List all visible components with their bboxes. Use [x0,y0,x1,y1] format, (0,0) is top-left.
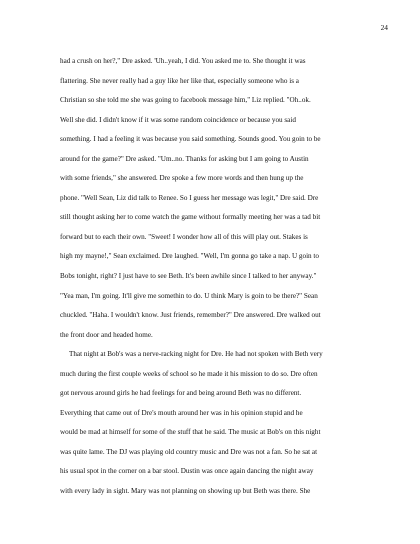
text-line: chuckled. "Haha. I wouldn't know. Just friends, remember?" Dre answered. Dre walked out [60,311,321,320]
page-number: 24 [380,23,388,32]
text-line: flattering. She never really had a guy like her like that, especially someone who is a [60,76,299,85]
text-line: forward but to each their own. "Sweet! I wonder how all of this will play out. Stakes is [60,232,308,241]
text-line: with every lady in sight. Mary was not planning on showing up but Beth was there. She [60,487,311,496]
text-line: with some friends," she answered. Dre spoke a few more words and then hung up the [60,174,304,183]
text-line: got nervous around girls he had feelings for and being around Beth was no different. [60,389,302,398]
text-line: phone. "Well Sean, Liz did talk to Renee. So I guess her message was legit," Dre said. Dre [60,193,319,202]
text-line: would be mad at himself for some of the stuff that he said. The music at Bob's on this night [60,428,321,437]
text-line: around for the game?" Dre asked. "Um..no. Thanks for asking but I am going to Austin [60,154,309,163]
paragraph-start-line: That night at Bob's was a nerve-racking night for Dre. He had not spoken with Beth very [69,350,323,359]
text-line: Well she did. I didn't know if it was some random coincidence or because you said [60,115,296,124]
body-text [60,52,378,502]
text-line: Everything that came out of Dre's mouth around her was in his opinion stupid and he [60,408,303,417]
text-line: Christian so she told me she was going to facebook message him," Liz replied. "Oh..ok. [60,96,311,105]
text-line: much during the first couple weeks of school so he made it his mission to do so. Dre often [60,369,318,378]
text-line: his usual spot in the corner on a bar stool. Dustin was once again dancing the night away [60,467,314,476]
text-line: "Yea man, I'm going. It'll give me somethin to do. U think Mary is goin to be there?" Sean [60,291,318,300]
text-line: the front door and headed home. [60,330,153,339]
text-line: was quite lame. The DJ was playing old country music and Dre was not a fan. So he sat at [60,447,318,456]
text-line: something. I had a feeling it was because you said something. Sounds good. You goin to be [60,135,321,144]
text-line: Bobs tonight, right? I just have to see Beth. It's been awhile since I talked to her anyway." [60,272,317,281]
text-line: still thought asking her to come watch the game without formally meeting her was a tad bit [60,213,321,222]
text-line: high my mayne!," Sean exclaimed. Dre laughed. "Well, I'm gonna go take a nap. U goin to [60,252,319,261]
text-line: had a crush on her?," Dre asked. 'Uh..yeah, I did. You asked me to. She thought it was [60,57,306,65]
